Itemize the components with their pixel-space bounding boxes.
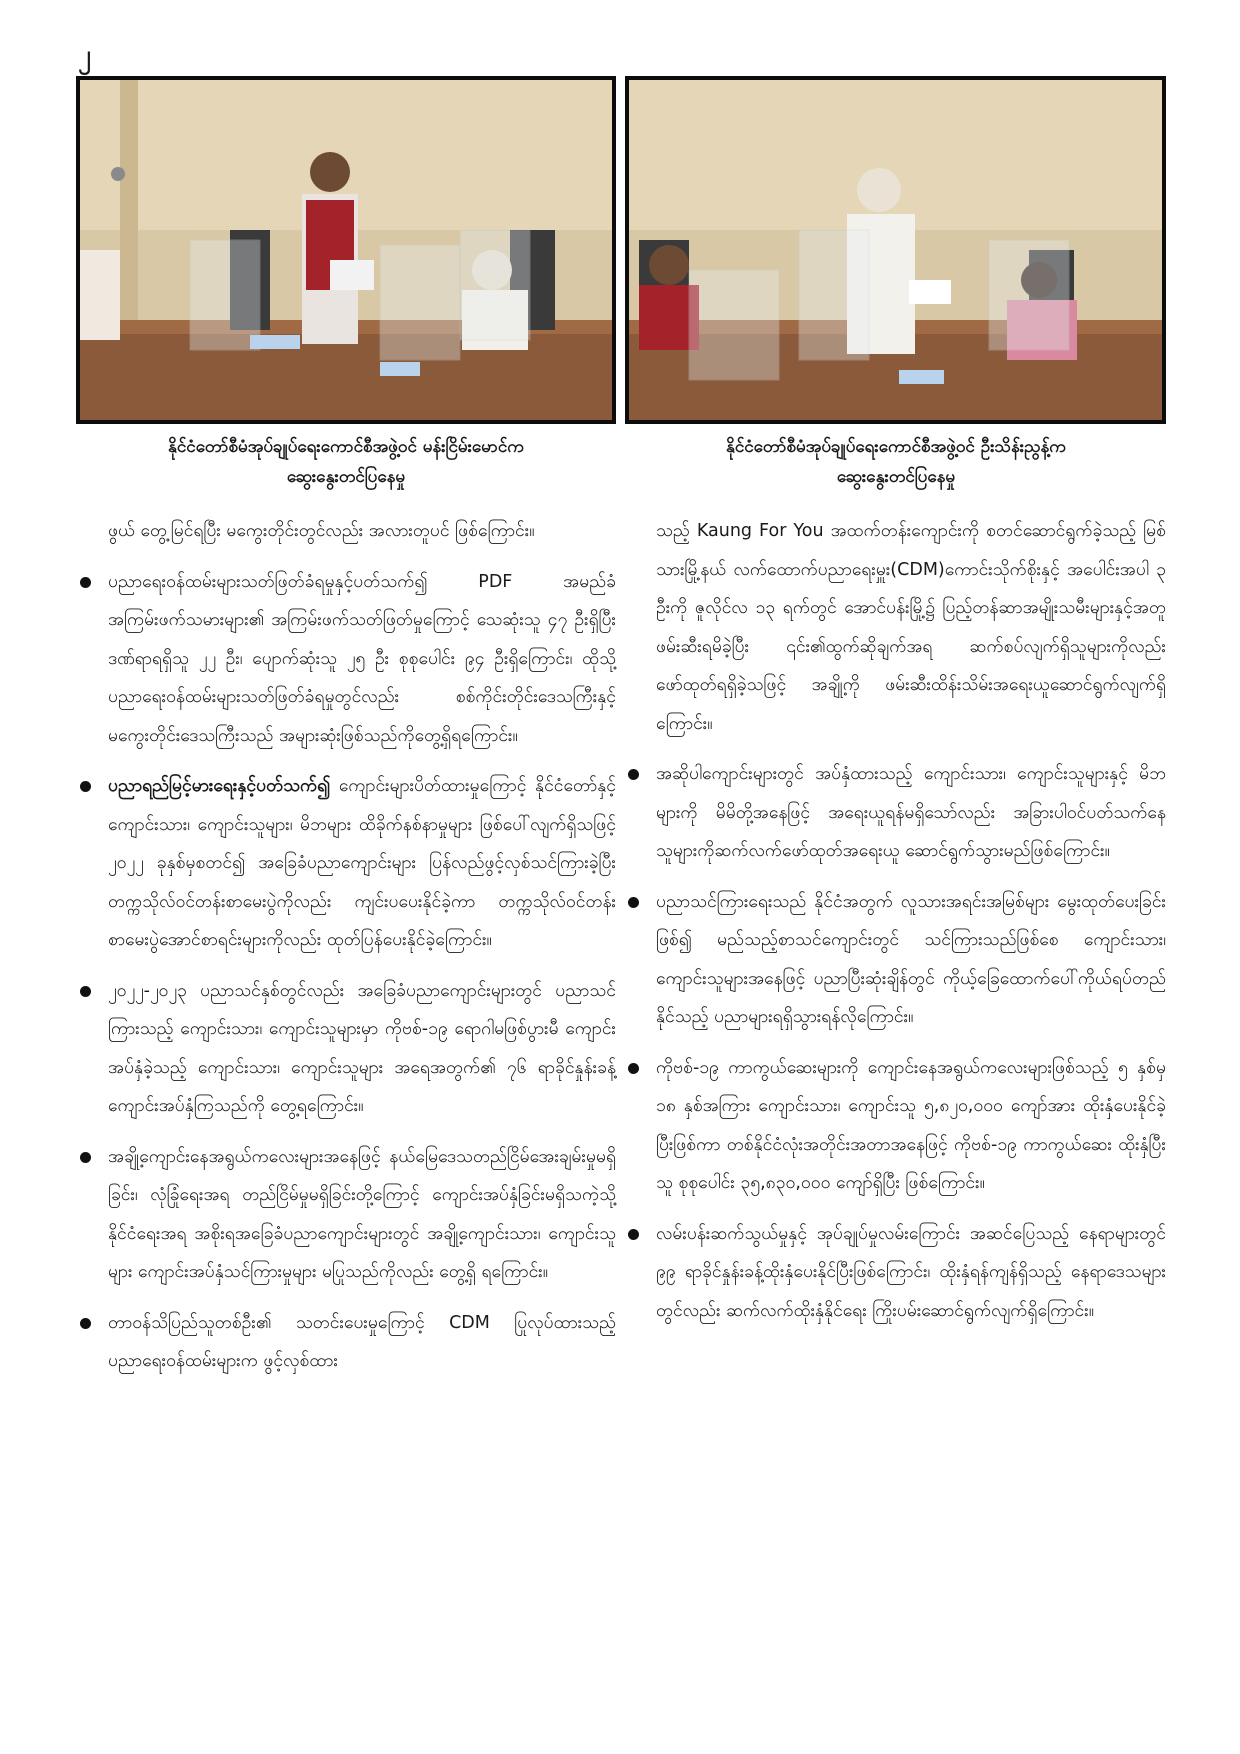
meeting-photo-speaker-right <box>625 76 1166 424</box>
bullet-icon <box>628 897 639 908</box>
photo-caption-right <box>630 432 1162 492</box>
list-item-text: အချို့ကျောင်းနေအရွယ်ကလေးများအနေဖြင့် နယ်မြေဒေသတည်ငြိမ်အေးချမ်းမှုမရှိခြင်း၊ လုံခြုံရေးအရ တည်ငြိမ်မှုမရှိခြင်းတို့ကြောင့် ကျောင်းအပ်နှံခြင်းမရှိသကဲ့သို့ နိုင်ငံရေးအရ အစိုးရအခြေခံပညာကျောင်းများတွင် အချို့ကျောင်းသား၊ ကျောင်းသူများ ကျောင်းအပ်နှံသင်ကြားမှုများ မပြုသည်ကိုလည်း တွေ့ရှိ ရကြောင်း။ <box>108 1146 616 1282</box>
continuation-paragraph: သည့် Kaung For You အထက်တန်းကျောင်းကို စတင်ဆောင်ရွက်ခဲ့သည့် မြစ်သားမြို့နယ် လက်ထောက်ပညာရေးမှူး(CDM)ကောင်းသိုက်စိုးနှင့် အပေါင်းအပါ ၃ ဦးကို ဇူလိုင်လ ၁၃ ရက်တွင် အောင်ပန်းမြို့၌ ပြည့်တန်ဆာအမျိုးသမီးများနှင့်အတူ ဖမ်းဆီးရမိခဲ့ပြီး ၎င်း၏ထွက်ဆိုချက်အရ ဆက်စပ်လျက်ရှိသူများကိုလည်း ဖော်ထုတ်ရရှိခဲ့သဖြင့် အချို့ကို ဖမ်းဆီးထိန်းသိမ်းအရေးယူဆောင်ရွက်လျက်ရှိကြောင်း။ <box>656 521 1166 734</box>
page-number: ၂ <box>78 40 91 70</box>
bullet-icon <box>80 781 91 792</box>
left-text-column <box>76 512 616 1393</box>
list-item <box>76 767 616 960</box>
continuation-paragraph: ဖွယ် တွေ့မြင်ရပြီး မကွေးတိုင်းတွင်လည်း အလားတူပင် ဖြစ်ကြောင်း။ <box>108 521 535 541</box>
list-item-bold-lead: ပညာရည်မြင့်မားရေးနှင့်ပတ်သက်၍ <box>108 776 331 796</box>
bullet-icon <box>80 986 91 997</box>
list-item-text: ကိုဗစ်-၁၉ ကာကွယ်ဆေးများကို ကျောင်းနေအရွယ်ကလေးများဖြစ်သည့် ၅ နှစ်မှ ၁၈ နှစ်အကြား ကျောင်းသား၊ ကျောင်းသူ ၅,၈၂၀,၀၀၀ ကျော်အား ထိုးနှံပေးနိုင်ခဲ့ပြီးဖြစ်ကာ တစ်နိုင်ငံလုံးအတိုင်းအတာအနေဖြင့် ကိုဗစ်-၁၉ ကာကွယ်ဆေး ထိုးနှံပြီးသူ စုစုပေါင်း ၃၅,၈၃၀,၀၀၀ ကျော်ရှိပြီး ဖြစ်ကြောင်း။ <box>656 1057 1166 1193</box>
list-item-text: အဆိုပါကျောင်းများတွင် အပ်နှံထားသည့် ကျောင်းသား၊ ကျောင်းသူများနှင့် မိဘများကို မိမိတို့အနေဖြင့် အရေးယူရန်မရှိသော်လည်း အခြားပါဝင်ပတ်သက်နေသူများကိုဆက်လက်ဖော်ထုတ်အရေးယူ ဆောင်ရွက်သွားမည်ဖြစ်ကြောင်း။ <box>656 764 1166 861</box>
list-item-text: တာဝန်သိပြည်သူတစ်ဦး၏ သတင်းပေးမှုကြောင့် CDM ပြုလုပ်ထားသည့် ပညာရေးဝန်ထမ်းများက ဖွင့်လှစ်ထား <box>108 1312 616 1371</box>
right-text-column <box>624 512 1166 1342</box>
meeting-photo-speaker-left <box>76 76 616 424</box>
caption-line: ဆွေးနွေးတင်ပြနေမှု <box>836 467 956 487</box>
bullet-icon <box>80 1152 91 1163</box>
caption-line: နိုင်ငံတော်စီမံအုပ်ချုပ်ရေးကောင်စီအဖွဲ့ဝင် ဦးသိန်းညွန့်က <box>726 437 1066 457</box>
list-item <box>76 1138 616 1292</box>
list-item <box>76 563 616 756</box>
bullet-icon <box>628 1063 639 1074</box>
caption-line: ဆွေးနွေးတင်ပြနေမှု <box>286 467 406 487</box>
list-item <box>76 972 616 1126</box>
photo-caption-left <box>80 432 612 492</box>
bullet-icon <box>628 769 639 780</box>
list-item-text: ပညာသင်ကြားရေးသည် နိုင်ငံအတွက် လူသားအရင်းအမြစ်များ မွေးထုတ်ပေးခြင်းဖြစ်၍ မည်သည့်စာသင်ကျောင်းတွင် သင်ကြားသည်ဖြစ်စေ ကျောင်းသား၊ ကျောင်းသူများအနေဖြင့် ပညာပြီးဆုံးချိန်တွင် ကိုယ့်ခြေထောက်ပေါ်ကိုယ်ရပ်တည်နိုင်သည့် ပညာများရရှိသွားရန်လိုကြောင်း။ <box>656 891 1166 1027</box>
list-item <box>624 1215 1166 1331</box>
list-item-text: ပညာရေးဝန်ထမ်းများသတ်ဖြတ်ခံရမှုနှင့်ပတ်သက်၍ PDF အမည်ခံအကြမ်းဖက်သမားများ၏ အကြမ်းဖက်သတ်ဖြတ်မှုကြောင့် သေဆုံးသူ ၄၇ ဦးရှိပြီး ဒဏ်ရာရရှိသူ ၂၂ ဦး၊ ပျောက်ဆုံးသူ ၂၅ ဦး စုစုပေါင်း ၉၄ ဦးရှိကြောင်း၊ ထိုသို့ ပညာရေးဝန်ထမ်းများသတ်ဖြတ်ခံရမှုတွင်လည်း စစ်ကိုင်းတိုင်းဒေသကြီးနှင့် မကွေးတိုင်းဒေသကြီးသည် အများဆုံးဖြစ်သည်ကိုတွေ့ရှိရကြောင်း။ <box>108 571 616 746</box>
list-item-text: လမ်းပန်းဆက်သွယ်မှုနှင့် အုပ်ချုပ်မှုလမ်းကြောင်း အဆင်ပြေသည့် နေရာများတွင် ၉၉ ရာခိုင်နှုန်းခန့်ထိုးနှံပေးနိုင်ပြီးဖြစ်ကြောင်း၊ ထိုးနှံရန်ကျန်ရှိသည့် နေရာဒေသများတွင်လည်း ဆက်လက်ထိုးနှံနိုင်ရေး ကြိုးပမ်းဆောင်ရွက်လျက်ရှိကြောင်း။ <box>656 1223 1166 1321</box>
list-item-text: ကျောင်းများပိတ်ထားမှုကြောင့် နိုင်ငံတော်နှင့် ကျောင်းသား၊ ကျောင်းသူများ၊ မိဘများ ထိခိုက်နစ်နာမှုများ ဖြစ်ပေါ်လျက်ရှိသဖြင့် ၂၀၂၂ ခုနှစ်မှစတင်၍ အခြေခံပညာကျောင်းများ ပြန်လည်ဖွင့်လှစ်သင်ကြားခဲ့ပြီး တက္ကသိုလ်ဝင်တန်းစာမေးပွဲကိုလည်း ကျင်းပပေးနိုင်ခဲ့ကာ တက္ကသိုလ်ဝင်တန်း စာမေးပွဲအောင်စာရင်းများကိုလည်း ထုတ်ပြန်ပေးနိုင်ခဲ့ကြောင်း။ <box>108 776 616 950</box>
list-item <box>76 1304 616 1381</box>
list-item-text: ၂၀၂၂-၂၀၂၃ ပညာသင်နှစ်တွင်လည်း အခြေခံပညာကျောင်းများတွင် ပညာသင်ကြားသည့် ကျောင်းသား၊ ကျောင်းသူများမှာ ကိုဗစ်-၁၉ ရောဂါမဖြစ်ပွားမီ ကျောင်းအပ်နှံခဲ့သည့် ကျောင်းသား၊ ကျောင်းသူများ အရေအတွက်၏ ၇၆ ရာခိုင်နှုန်းခန့် ကျောင်းအပ်နှံကြသည်ကို တွေ့ရကြောင်း။ <box>108 980 616 1116</box>
bullet-icon <box>80 577 91 588</box>
bullet-icon <box>628 1229 639 1240</box>
list-item <box>624 1049 1166 1203</box>
meeting-photo-illustration <box>629 80 1162 420</box>
list-item <box>624 883 1166 1037</box>
meeting-photo-illustration <box>80 80 612 420</box>
bullet-icon <box>80 1318 91 1329</box>
caption-line: နိုင်ငံတော်စီမံအုပ်ချုပ်ရေးကောင်စီအဖွဲ့ဝင် မန်းငြိမ်းမောင်က <box>168 437 524 457</box>
list-item <box>624 755 1166 871</box>
